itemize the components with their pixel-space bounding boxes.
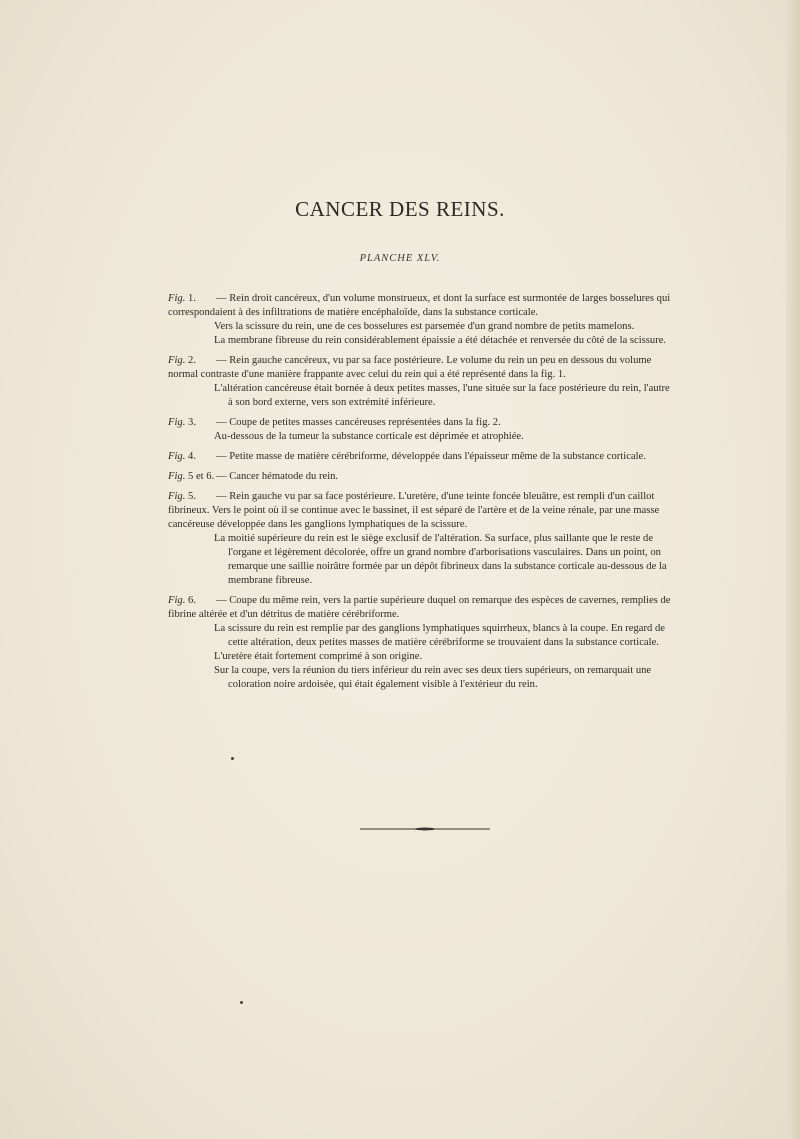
legend-paragraph: La scissure du rein est remplie par des ganglions lymphatiques squirrheux, blancs à la coupe. En regard de cette altération, deux petites masses de matière cérébriforme se trouvaient dans la substance corticale.: [214, 623, 665, 648]
figure-abbrev: Fig.: [168, 451, 186, 462]
legend-paragraph: La moitié supérieure du rein est le siège exclusif de l'altération. Sa surface, plus saillante que le reste de l'organe et légèrement décolorée, offre un grand nombre d'arborisations vasculaires. Dans un point, on remarque une saillie noirâtre formée par un dépôt fibrineux dans la substance corticale au-dessous de la membrane fibreuse.: [214, 533, 667, 586]
figure-label: [168, 292, 216, 306]
figure-number: 4.: [188, 451, 196, 462]
legend-paragraph: Au-dessous de la tumeur la substance corticale est déprimée et atrophiée.: [214, 431, 524, 442]
legend-entry-first-line: [168, 594, 676, 622]
legend-text: — Coupe du même rein, vers la partie supérieure duquel on remarque des espèces de cavernes, remplies de fibrine altérée et d'un détritus de matière cérébriforme.: [168, 595, 671, 620]
figure-number: 3.: [188, 417, 196, 428]
figure-number: 5 et 6.: [188, 471, 215, 482]
figure-number: 5.: [188, 491, 196, 502]
figure-abbrev: Fig.: [168, 355, 186, 366]
page-title: CANCER DES REINS.: [295, 197, 505, 221]
figure-legend: [168, 292, 676, 698]
legend-text: — Cancer hématode du rein.: [216, 471, 339, 482]
legend-entry-first-line: [168, 450, 676, 464]
legend-text: — Coupe de petites masses cancéreuses représentées dans la fig. 2.: [216, 417, 501, 428]
speck: [231, 757, 234, 760]
figure-abbrev: Fig.: [168, 293, 186, 304]
legend-entry: [168, 594, 676, 692]
legend-entry: [168, 490, 676, 588]
legend-entry: [168, 450, 676, 464]
legend-entry: [168, 416, 676, 444]
legend-text: — Petite masse de matière cérébriforme, développée dans l'épaisseur même de la substance corticale.: [216, 451, 646, 462]
speck: [240, 1001, 243, 1004]
plate-number: PLANCHE XLV.: [359, 253, 441, 264]
page-spine-shadow: [786, 0, 800, 1139]
figure-number: 2.: [188, 355, 196, 366]
legend-paragraph: La membrane fibreuse du rein considérablement épaissie a été détachée et renversée du côté de la scissure.: [214, 335, 667, 346]
figure-abbrev: Fig.: [168, 471, 186, 482]
ornament-divider-icon: [360, 826, 490, 832]
figure-label: [168, 594, 216, 608]
figure-label: [168, 416, 216, 430]
legend-text: — Rein droit cancéreux, d'un volume monstrueux, et dont la surface est surmontée de larges bosselures qui correspondaient à des infiltrations de matière encéphaloïde, dans la substance corticale.: [168, 293, 671, 318]
legend-text: — Rein gauche vu par sa face postérieure. L'uretère, d'une teinte foncée bleuâtre, est rempli d'un caillot fibrineux. Vers le point où il se continue avec le bassinet, il est séparé de l'artère et de la veine rénale, par une masse cancéreuse développée dans les ganglions lymphatiques de la scissure.: [168, 491, 660, 530]
figure-label: [168, 450, 216, 464]
legend-entry-first-line: [168, 470, 676, 484]
legend-entry-first-line: [168, 292, 676, 320]
legend-entry-first-line: [168, 416, 676, 430]
figure-abbrev: Fig.: [168, 417, 186, 428]
legend-paragraph: L'uretère était fortement comprimé à son origine.: [214, 651, 423, 662]
legend-entry: [168, 470, 676, 484]
figure-abbrev: Fig.: [168, 595, 186, 606]
legend-paragraph: Sur la coupe, vers la réunion du tiers inférieur du rein avec ses deux tiers supérieurs, on remarquait une coloration noire ardoisée, qui était également visible à l'extérieur du rein.: [214, 665, 652, 690]
legend-entry-first-line: [168, 354, 676, 382]
figure-number: 1.: [188, 293, 196, 304]
legend-entry-first-line: [168, 490, 676, 532]
legend-entry: [168, 292, 676, 348]
figure-label: [168, 490, 216, 504]
legend-text: — Rein gauche cancéreux, vu par sa face postérieure. Le volume du rein un peu en dessous du volume normal contraste d'une manière frappante avec celui du rein qui a été représenté dans la fig. 1.: [168, 355, 652, 380]
figure-label: [168, 470, 216, 484]
figure-label: [168, 354, 216, 368]
legend-entry: [168, 354, 676, 410]
legend-paragraph: Vers la scissure du rein, une de ces bosselures est parsemée d'un grand nombre de petits mamelons.: [214, 321, 635, 332]
figure-abbrev: Fig.: [168, 491, 186, 502]
legend-paragraph: L'altération cancéreuse était bornée à deux petites masses, l'une située sur la face postérieure du rein, l'autre à son bord externe, vers son extrémité inférieure.: [214, 383, 670, 408]
figure-number: 6.: [188, 595, 196, 606]
